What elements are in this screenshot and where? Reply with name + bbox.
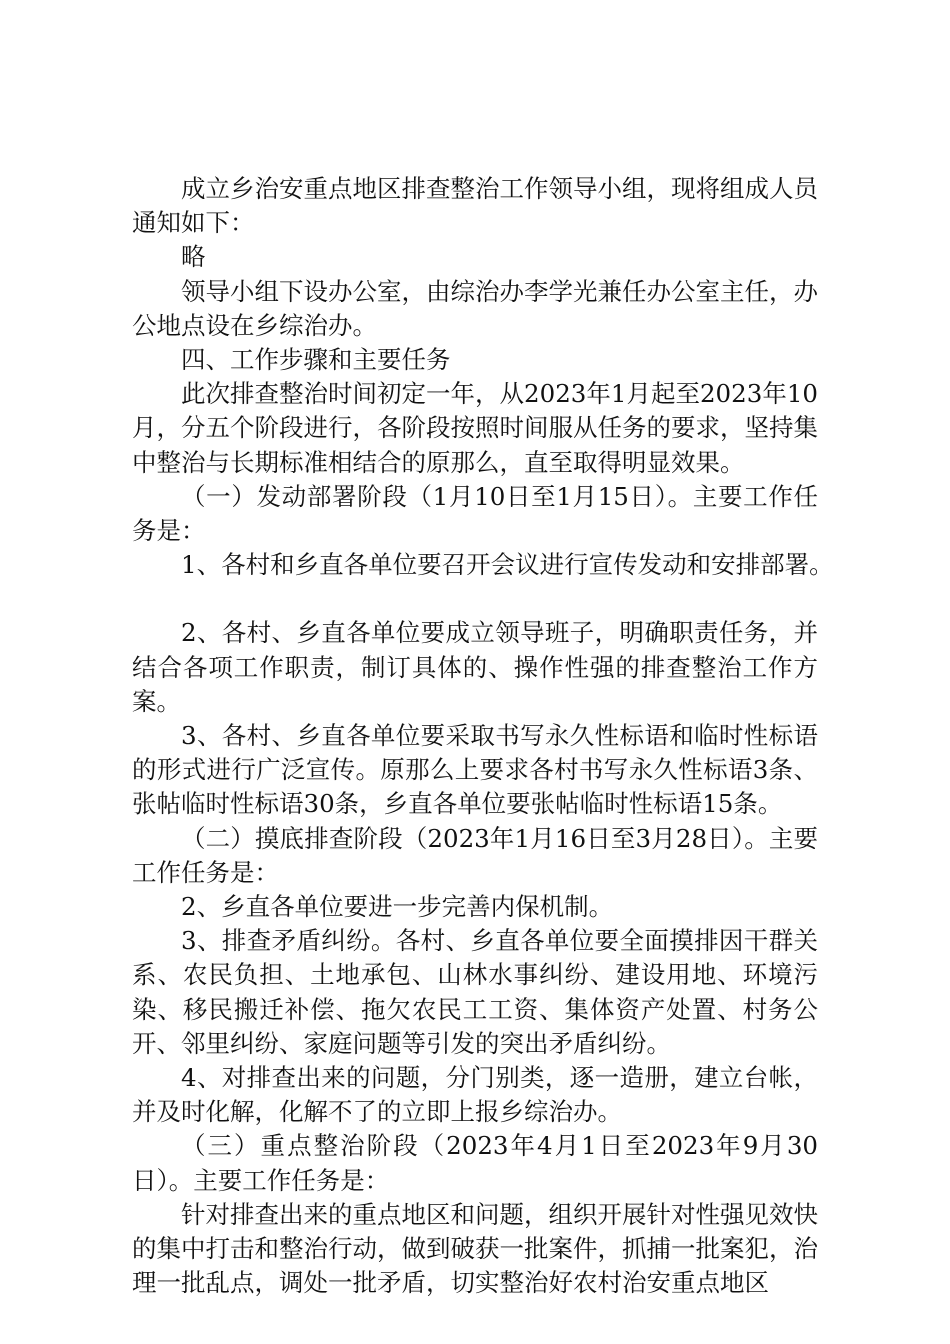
paragraph-office: 领导小组下设办公室，由综治办李学光兼任办公室主任，办公地点设在乡综治办。 bbox=[132, 276, 818, 340]
paragraph-omitted: 略 bbox=[181, 242, 206, 272]
stage-heading-mobilization: （一）发动部署阶段（1月10日至1月15日）。主要工作任务是： bbox=[132, 481, 818, 546]
list-item-leadership-team: 2、各村、乡直各单位要成立领导班子，明确职责任务，并结合各项工作职责，制订具体的、操作性强的排查整治工作方案。 bbox=[132, 618, 818, 716]
list-item-internal-security: 2、乡直各单位要进一步完善内保机制。 bbox=[181, 892, 614, 922]
list-item-slogans: 3、各村、乡直各单位要采取书写永久性标语和临时性标语的形式进行广泛宣传。原那么上要求各村书写永久性标语3条、张帖临时性标语30条，乡直各单位要张帖临时性标语15条。 bbox=[132, 721, 818, 819]
stage-heading-investigation: （二）摸底排查阶段（2023年1月16日至3月28日）。主要工作任务是： bbox=[132, 823, 818, 887]
paragraph-crackdown: 针对排查出来的重点地区和问题，组织开展针对性强见效快的集中打击和整治行动，做到破获一批案件，抓捕一批案犯，治理一批乱点，调处一批矛盾，切实整治好农村治安重点地区 bbox=[132, 1199, 818, 1298]
stage-heading-rectification: （三）重点整治阶段（2023年4月1日至2023年9月30日）。主要工作任务是： bbox=[132, 1131, 818, 1195]
list-item-registry: 4、对排查出来的问题，分门别类，逐一造册，建立台帐，并及时化解，化解不了的立即上报乡综治办。 bbox=[132, 1063, 818, 1127]
list-item-disputes: 3、排查矛盾纠纷。各村、乡直各单位要全面摸排因干群关系、农民负担、土地承包、山林水事纠纷、建设用地、环境污染、移民搬迁补偿、拖欠农民工工资、集体资产处置、村务公开、邻里纠纷、家庭问题等引发的突出矛盾纠纷。 bbox=[132, 926, 818, 1058]
paragraph-leadership-group: 成立乡治安重点地区排查整治工作领导小组，现将组成人员通知如下： bbox=[132, 174, 818, 238]
document-body bbox=[132, 172, 834, 1301]
section-heading-steps: 四、工作步骤和主要任务 bbox=[181, 345, 451, 375]
list-item-meetings: 1、各村和乡直各单位要召开会议进行宣传发动和安排部署。 bbox=[181, 550, 834, 580]
paragraph-timeline: 此次排查整治时间初定一年，从2023年1月起至2023年10月，分五个阶段进行，各阶段按照时间服从任务的要求，坚持集中整治与长期标准相结合的原那么，直至取得明显效果。 bbox=[132, 379, 818, 477]
